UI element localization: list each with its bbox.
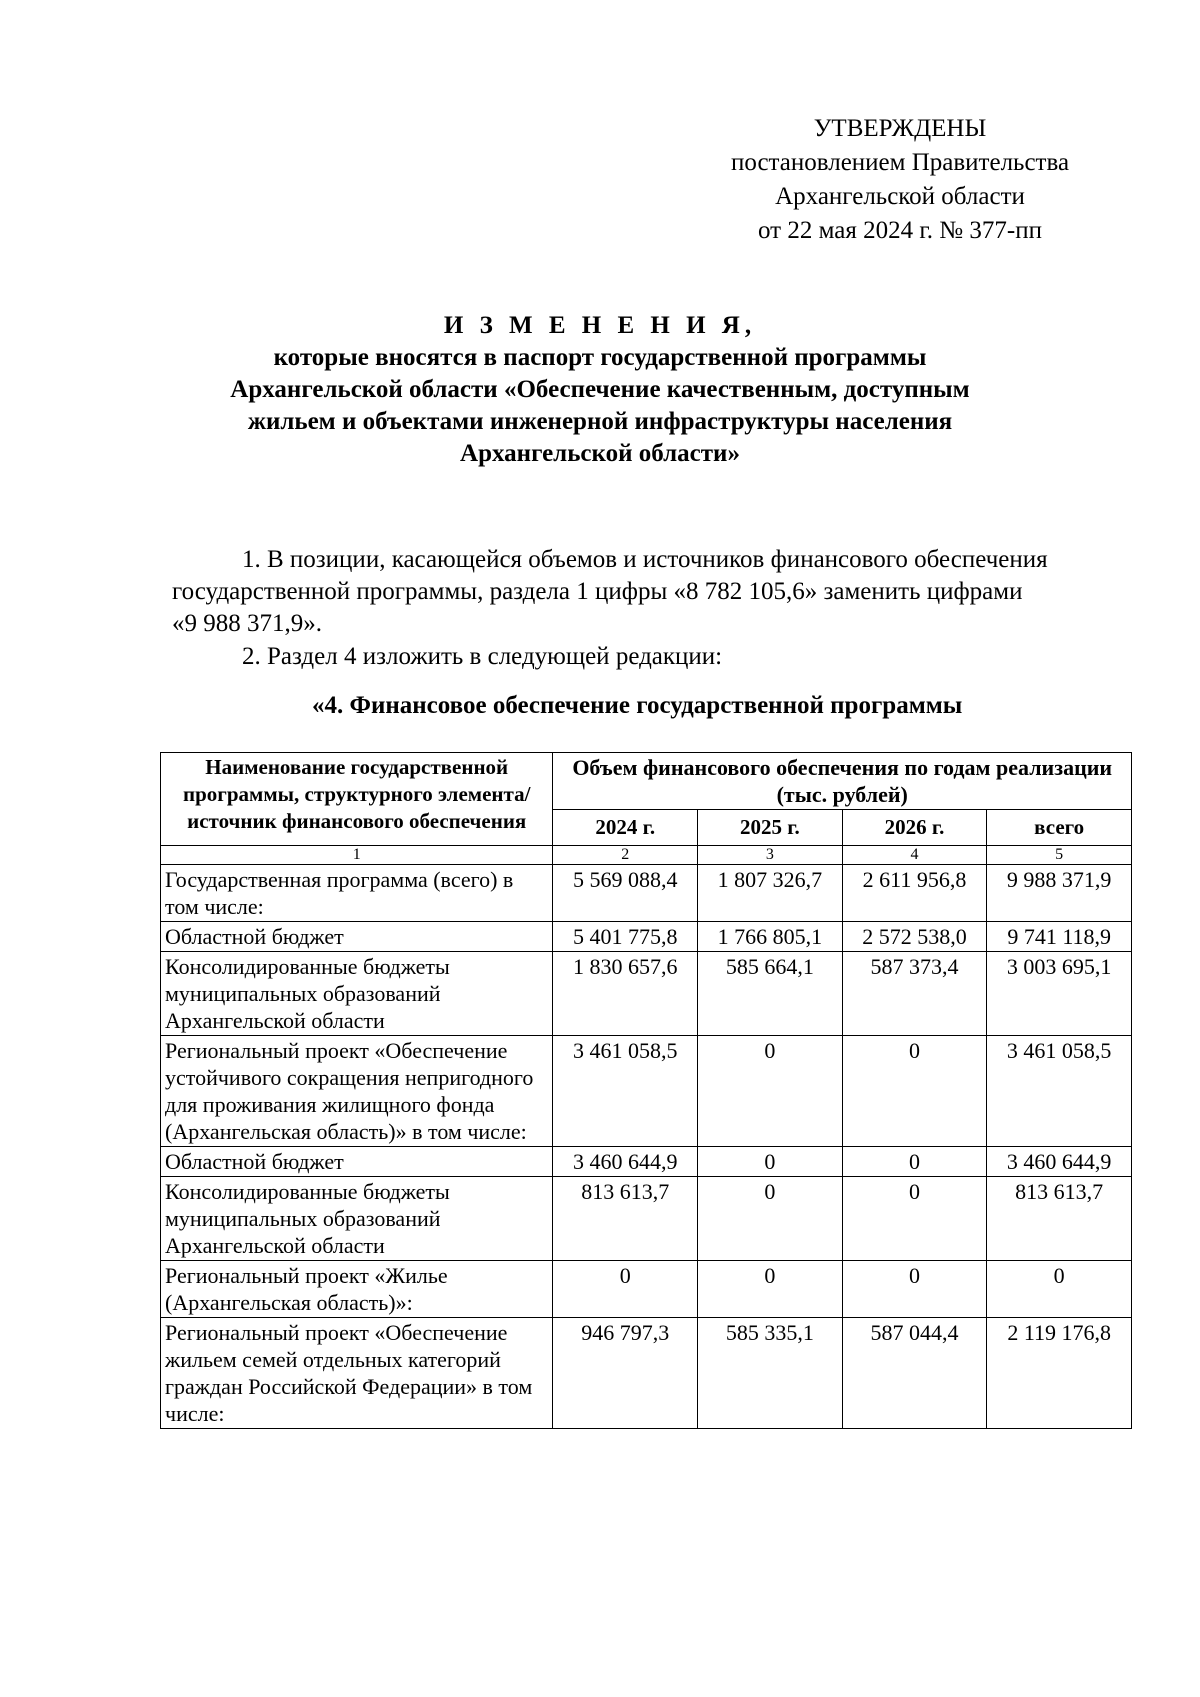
row-name: Областной бюджет [161,1147,553,1177]
header-year-2026: 2026 г. [842,810,987,846]
table-row [161,1261,1132,1318]
paragraph-1-line-3: «9 988 371,9». [172,610,322,637]
row-name: Региональный проект «Жилье (Архангельская область)»: [161,1261,553,1318]
value-total: 9 988 371,9 [987,865,1132,922]
value-2025: 1 766 805,1 [698,922,843,952]
title-line-1: которые вносятся в паспорт государственной программы [273,344,927,371]
value-2024: 1 830 657,6 [553,952,698,1036]
value-2024: 813 613,7 [553,1177,698,1261]
title-heading: И З М Е Н Е Н И Я, [443,312,757,339]
row-name: Региональный проект «Обеспечение устойчивого сокращения непригодного для проживания жилищного фонда (Архангельская область)» в том числе: [161,1036,553,1147]
row-name: Консолидированные бюджеты муниципальных образований Архангельской области [161,1177,553,1261]
value-2024: 3 461 058,5 [553,1036,698,1147]
row-name: Государственная программа (всего) в том числе: [161,865,553,922]
table-row [161,1147,1132,1177]
row-name: Консолидированные бюджеты муниципальных образований Архангельской области [161,952,553,1036]
value-2024: 5 569 088,4 [553,865,698,922]
value-2025: 0 [698,1036,843,1147]
paragraph-1-line-1: 1. В позиции, касающейся объемов и источников финансового обеспечения [242,546,1048,573]
title-line-2: Архангельской области «Обеспечение качественным, доступным [230,376,970,403]
column-number: 4 [842,846,987,865]
value-total: 3 003 695,1 [987,952,1132,1036]
value-total: 3 461 058,5 [987,1036,1132,1147]
value-2026: 0 [842,1261,987,1318]
value-2026: 2 572 538,0 [842,922,987,952]
row-name: Региональный проект «Обеспечение жильем семей отдельных категорий граждан Российской Федерации» в том числе: [161,1318,553,1429]
header-name-cell: Наименование государственной программы, структурного элемента/источник финансового обеспечения [161,753,553,846]
value-2026: 0 [842,1147,987,1177]
approval-block [700,112,1100,248]
approval-line-1: УТВЕРЖДЕНЫ [813,115,987,142]
header-volume-cell: Объем финансового обеспечения по годам реализации (тыс. рублей) [553,753,1132,810]
value-2024: 0 [553,1261,698,1318]
table-row [161,922,1132,952]
value-total: 813 613,7 [987,1177,1132,1261]
header-year-2024: 2024 г. [553,810,698,846]
header-total: всего [987,810,1132,846]
column-numbers-row [161,846,1132,865]
table-row [161,1036,1132,1147]
value-2024: 5 401 775,8 [553,922,698,952]
value-2025: 1 807 326,7 [698,865,843,922]
value-2026: 2 611 956,8 [842,865,987,922]
value-2025: 0 [698,1147,843,1177]
column-number: 5 [987,846,1132,865]
column-number: 1 [161,846,553,865]
financing-table [160,752,1132,1429]
paragraph-2: 2. Раздел 4 изложить в следующей редакции: [242,643,723,670]
value-total: 2 119 176,8 [987,1318,1132,1429]
row-name: Областной бюджет [161,922,553,952]
section-title: «4. Финансовое обеспечение государственной программы [312,692,963,719]
table-row [161,1318,1132,1429]
title-line-4: Архангельской области» [460,440,740,467]
value-2026: 587 044,4 [842,1318,987,1429]
value-2026: 587 373,4 [842,952,987,1036]
value-total: 3 460 644,9 [987,1147,1132,1177]
value-2024: 3 460 644,9 [553,1147,698,1177]
approval-line-4: от 22 мая 2024 г. № 377-пп [758,217,1042,244]
value-2025: 585 335,1 [698,1318,843,1429]
table-row [161,1177,1132,1261]
column-number: 2 [553,846,698,865]
value-2025: 585 664,1 [698,952,843,1036]
value-2025: 0 [698,1177,843,1261]
approval-line-2: постановлением Правительства [730,149,1070,176]
value-total: 9 741 118,9 [987,922,1132,952]
paragraph-1-line-2: государственной программы, раздела 1 цифры «8 782 105,6» заменить цифрами [172,578,1023,605]
paragraph-1 [172,544,1122,640]
value-2026: 0 [842,1177,987,1261]
column-number: 3 [698,846,843,865]
table-row [161,865,1132,922]
value-total: 0 [987,1261,1132,1318]
document-title [100,310,1100,470]
title-line-3: жильем и объектами инженерной инфраструктуры населения [247,408,953,435]
table-row [161,952,1132,1036]
value-2025: 0 [698,1261,843,1318]
header-year-2025: 2025 г. [698,810,843,846]
approval-line-3: Архангельской области [775,183,1025,210]
value-2026: 0 [842,1036,987,1147]
value-2024: 946 797,3 [553,1318,698,1429]
